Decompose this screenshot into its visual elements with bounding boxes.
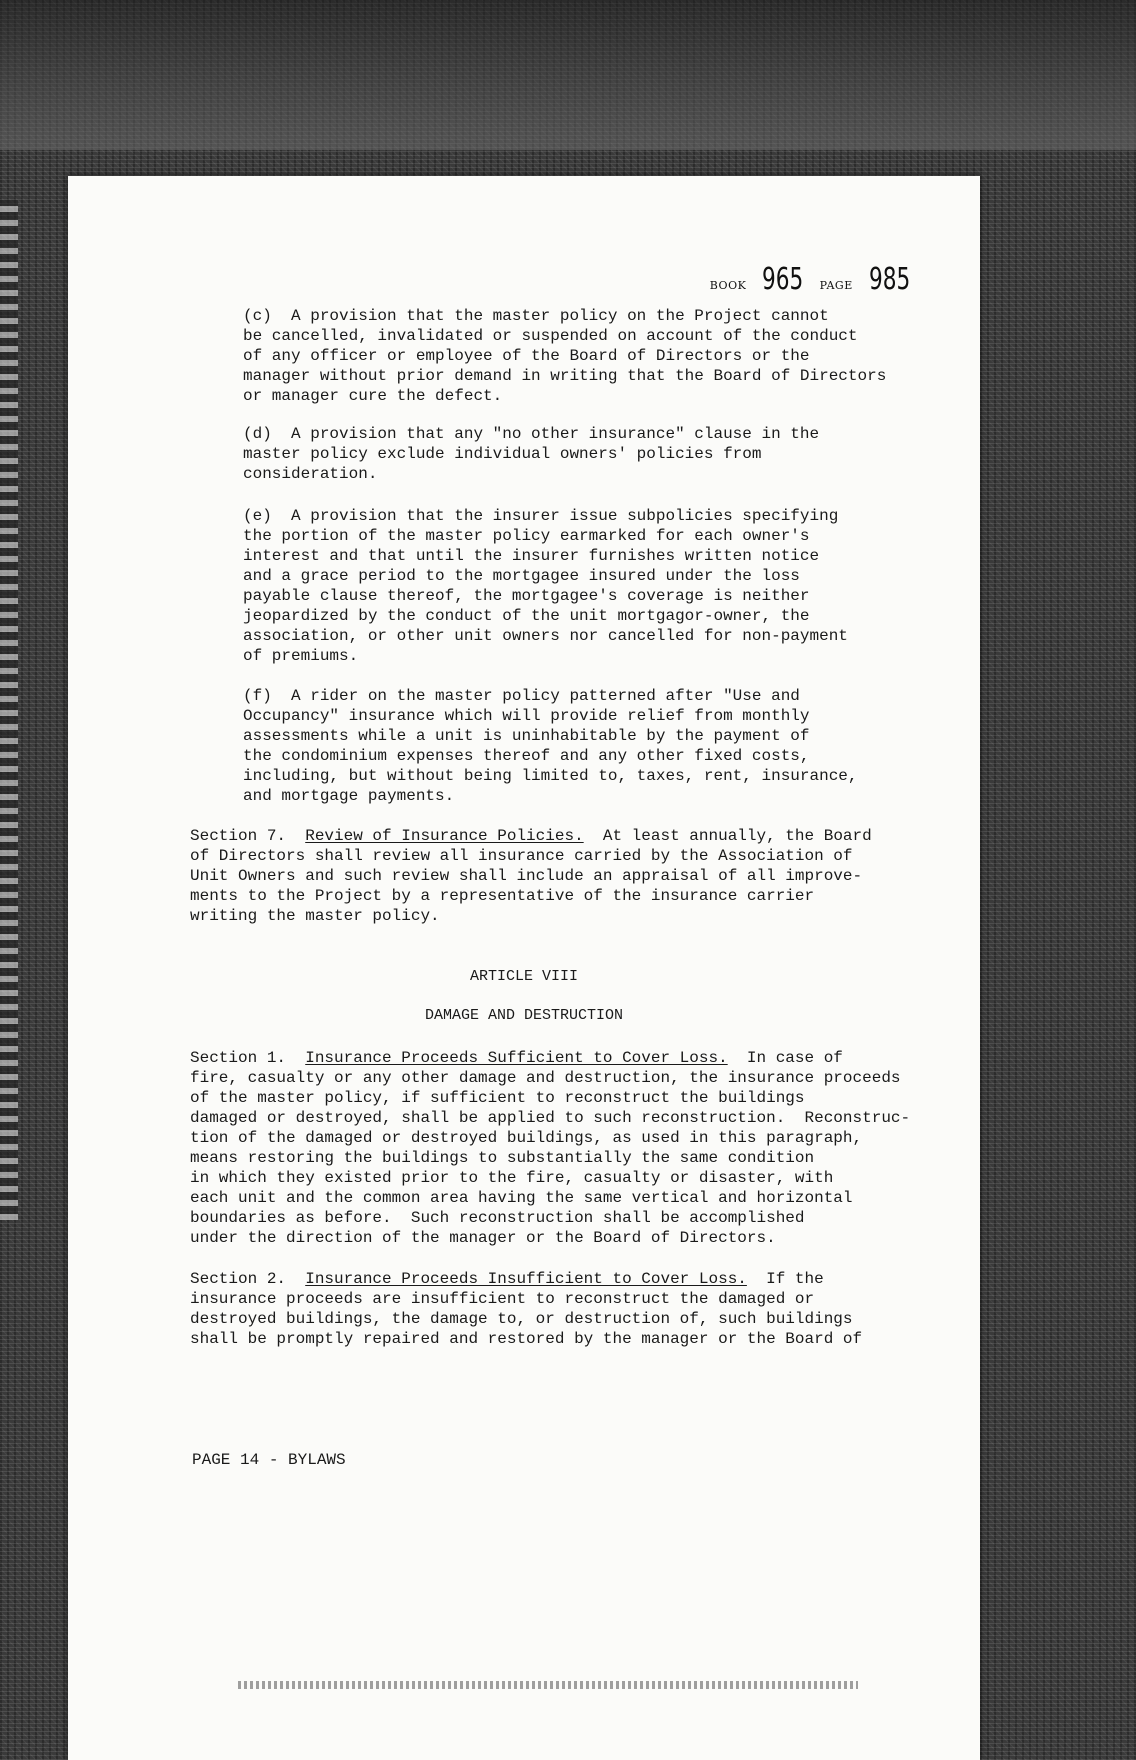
text-line: under the direction of the manager or the Board of Directors. <box>190 1229 776 1247</box>
text-line: assessments while a unit is uninhabitable by the payment of <box>243 727 810 745</box>
text-line: each unit and the common area having the same vertical and horizontal <box>190 1189 853 1207</box>
article-section-1 <box>190 1048 910 1248</box>
section-heading-line <box>190 1048 910 1068</box>
article-number: ARTICLE VIII <box>469 968 579 985</box>
paragraph-c <box>243 306 886 406</box>
text-line: fire, casualty or any other damage and destruction, the insurance proceeds <box>190 1069 901 1087</box>
paragraph-f <box>243 686 858 806</box>
book-page-stamp <box>710 262 918 297</box>
book-number: 965 <box>762 262 804 297</box>
article-title: DAMAGE AND DESTRUCTION <box>424 1007 624 1024</box>
text-line: Unit Owners and such review shall include an appraisal of all improve- <box>190 867 863 885</box>
text-line: the portion of the master policy earmarked for each owner's <box>243 527 810 545</box>
text-line: (c) A provision that the master policy on the Project cannot <box>243 307 829 325</box>
text-line: of any officer or employee of the Board of Directors or the <box>243 347 810 365</box>
text-line: be cancelled, invalidated or suspended on account of the conduct <box>243 327 858 345</box>
book-label: BOOK <box>709 279 747 292</box>
section-7 <box>190 826 872 926</box>
paragraph-d <box>243 424 819 484</box>
scan-left-edge <box>0 200 18 1220</box>
text-line: of the master policy, if sufficient to reconstruct the buildings <box>190 1089 805 1107</box>
article-section-2 <box>190 1269 862 1349</box>
text-line: writing the master policy. <box>190 907 440 925</box>
text-line: means restoring the buildings to substantially the same condition <box>190 1149 815 1167</box>
section-heading-line <box>190 826 872 846</box>
text-line: damaged or destroyed, shall be applied to such reconstruction. Reconstruc- <box>190 1109 911 1127</box>
section-number: Section 7. <box>190 827 306 845</box>
scan-background-top <box>0 0 1136 150</box>
section-text: In case of <box>727 1049 843 1067</box>
section-text: If the <box>746 1270 824 1288</box>
text-line: including, but without being limited to, taxes, rent, insurance, <box>243 767 858 785</box>
text-line: manager without prior demand in writing that the Board of Directors <box>243 367 887 385</box>
text-line: master policy exclude individual owners' policies from <box>243 445 762 463</box>
section-title: Review of Insurance Policies. <box>305 827 584 845</box>
section-title: Insurance Proceeds Sufficient to Cover Loss. <box>305 1049 728 1067</box>
text-line: and mortgage payments. <box>243 787 455 805</box>
text-line: interest and that until the insurer furnishes written notice <box>243 547 820 565</box>
text-line: tion of the damaged or destroyed buildings, as used in this paragraph, <box>190 1129 863 1147</box>
page-footer: PAGE 14 - BYLAWS <box>192 1451 346 1469</box>
paragraph-e <box>243 506 848 666</box>
page-number: 985 <box>868 262 910 297</box>
text-line: Occupancy" insurance which will provide relief from monthly <box>243 707 810 725</box>
text-line: and a grace period to the mortgagee insured under the loss <box>243 567 800 585</box>
section-number: Section 2. <box>190 1270 306 1288</box>
text-line: (f) A rider on the master policy patterned after "Use and <box>243 687 800 705</box>
text-line: (d) A provision that any "no other insurance" clause in the <box>243 425 820 443</box>
section-title: Insurance Proceeds Insufficient to Cover Loss. <box>305 1270 747 1288</box>
text-line: destroyed buildings, the damage to, or destruction of, such buildings <box>190 1310 853 1328</box>
section-number: Section 1. <box>190 1049 306 1067</box>
text-line: of premiums. <box>243 647 359 665</box>
page-label: PAGE <box>819 279 853 292</box>
document-page <box>68 176 980 1760</box>
text-line: consideration. <box>243 465 378 483</box>
text-line: payable clause thereof, the mortgagee's coverage is neither <box>243 587 810 605</box>
text-line: of Directors shall review all insurance carried by the Association of <box>190 847 853 865</box>
scan-artifact <box>238 1681 858 1689</box>
text-line: (e) A provision that the insurer issue subpolicies specifying <box>243 507 839 525</box>
text-line: jeopardized by the conduct of the unit mortgagor-owner, the <box>243 607 810 625</box>
text-line: boundaries as before. Such reconstruction shall be accomplished <box>190 1209 805 1227</box>
text-line: association, or other unit owners nor cancelled for non-payment <box>243 627 848 645</box>
text-line: in which they existed prior to the fire, casualty or disaster, with <box>190 1169 834 1187</box>
section-text: At least annually, the Board <box>583 827 872 845</box>
text-line: the condominium expenses thereof and any other fixed costs, <box>243 747 810 765</box>
text-line: or manager cure the defect. <box>243 387 503 405</box>
text-line: shall be promptly repaired and restored by the manager or the Board of <box>190 1330 863 1348</box>
text-line: ments to the Project by a representative of the insurance carrier <box>190 887 815 905</box>
text-line: insurance proceeds are insufficient to reconstruct the damaged or <box>190 1290 815 1308</box>
section-heading-line <box>190 1269 862 1289</box>
